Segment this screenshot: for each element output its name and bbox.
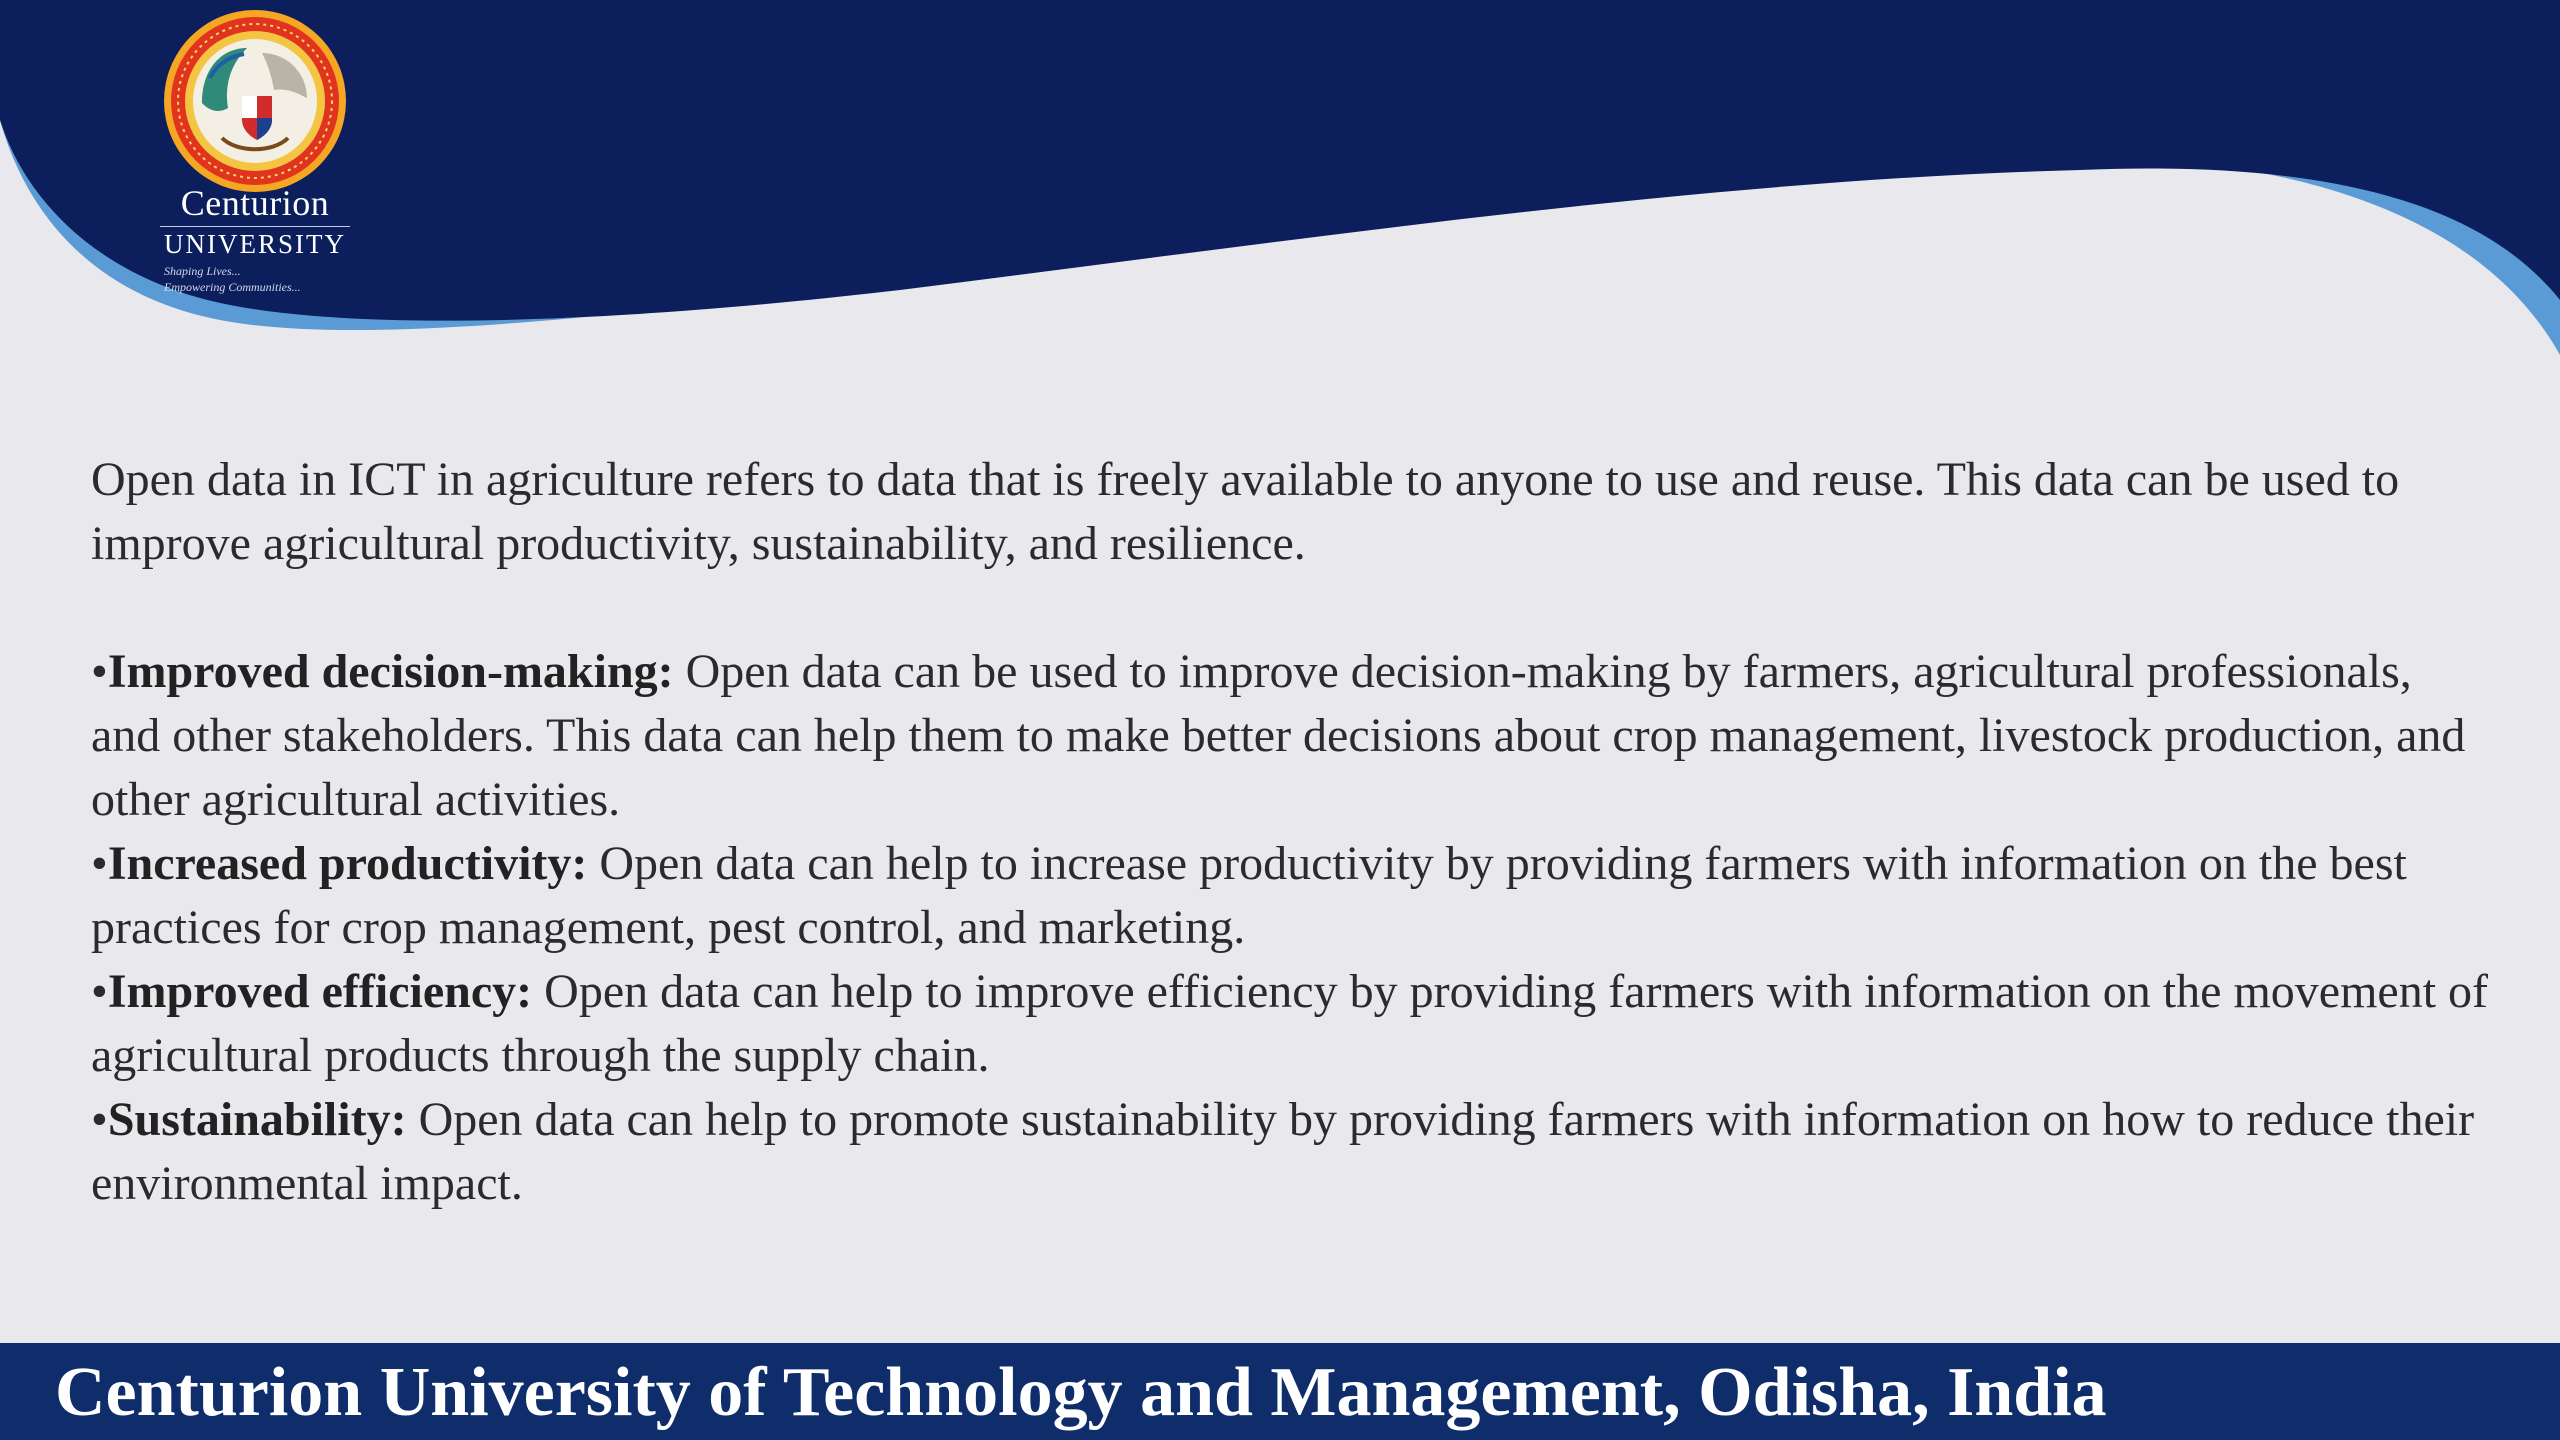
logo-name: Centurion (180, 183, 330, 223)
bullet-marker: • (91, 645, 108, 698)
bullet-title: Sustainability: (107, 1093, 407, 1146)
bullet-item (91, 960, 2491, 1088)
bullet-item (91, 1088, 2491, 1216)
bullet-item (91, 832, 2491, 960)
footer-text: Centurion University of Technology and Management, Odisha, India (55, 1354, 2107, 1431)
bullet-text: Open data can help to promote sustainability by providing farmers with information on how to reduce their environmental impact. (91, 1093, 2475, 1210)
bullet-title: Increased productivity: (107, 837, 588, 890)
bullet-item (91, 640, 2491, 832)
bullet-title: Improved efficiency: (107, 965, 533, 1018)
logo-tagline-line-1: Shaping Lives... (164, 264, 241, 278)
intro-paragraph: Open data in ICT in agriculture refers to data that is freely available to anyone to use and reuse. This data can be used to improve agricultural productivity, sustainability, and resilience. (91, 453, 2400, 570)
bullet-text: Open data can help to increase productivity by providing farmers with information on the best practices for crop management, pest control, and marketing. (91, 837, 2407, 954)
header-wave-banner (0, 0, 2560, 380)
wave-navy (0, 0, 2560, 321)
bullet-marker: • (91, 837, 108, 890)
bullet-text: Open data can help to improve efficiency by providing farmers with information on the movement of agricultural products through the supply chain. (91, 965, 2489, 1082)
bullet-marker: • (91, 1093, 108, 1146)
university-logo (160, 8, 350, 308)
footer-bar (0, 1343, 2560, 1440)
bullet-title: Improved decision-making: (107, 645, 674, 698)
logo-subname: UNIVERSITY (160, 226, 350, 259)
logo-tagline-line-2: Empowering Communities... (164, 280, 301, 294)
bullet-text: Open data can be used to improve decision-making by farmers, agricultural professionals, and other stakeholders. This data can help them to make better decisions about crop management, livestock production, and other agricultural activities. (91, 645, 2466, 826)
university-seal-icon (162, 8, 348, 194)
slide-body (91, 448, 2491, 1216)
bullet-marker: • (91, 965, 108, 1018)
logo-tagline (164, 263, 354, 295)
